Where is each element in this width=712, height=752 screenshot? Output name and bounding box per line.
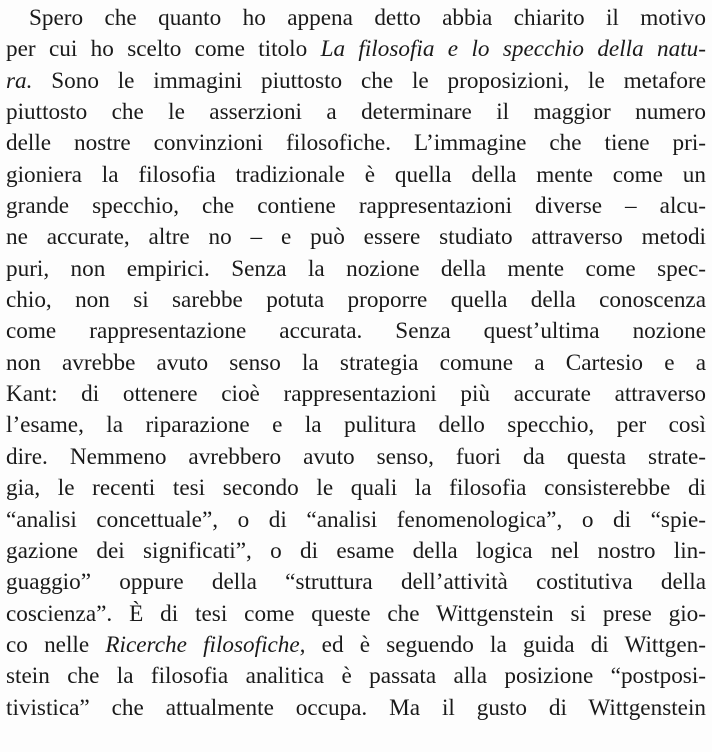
text-line: “analisi concettuale”, o di “analisi fenomenologica”, o di “spie- [6,506,706,533]
text-line: come rappresentazione accurata. Senza quest’ultima nozione [6,318,706,345]
text-line: piuttosto che le asserzioni a determinare il maggior numero [6,99,706,126]
text-line: Kant: di ottenere cioè rappresentazioni più accurate attraverso [6,381,706,408]
text-line: co nelle Ricerche filosofiche, ed è seguendo la guida di Wittgen- [6,631,706,658]
body-paragraph [6,3,706,724]
text-line: stein che la filosofia analitica è passata alla posizione “postposi- [6,663,706,690]
text-line: delle nostre convinzioni filosofiche. L’immagine che tiene pri- [6,130,706,157]
book-title-italic: La filosofia e lo specchio della natu- [320,36,706,63]
text-line: Spero che quanto ho appena detto abbia chiarito il motivo [29,5,706,31]
text-line: coscienza”. È di tesi come queste che Wittgenstein si prese gio- [6,600,706,627]
book-title-italic: Ricerche filosofiche, [105,631,306,658]
text-line: l’esame, la riparazione e la pulitura dello specchio, per così [6,412,706,439]
text-line: ra. Sono le immagini piuttosto che le proposizioni, le metafore [6,67,706,94]
text-line: gioniera la filosofia tradizionale è quella della mente come un [6,161,706,188]
text-line: non avrebbe avuto senso la strategia comune a Cartesio e a [6,349,706,376]
text-line: gazione dei significati”, o di esame della logica nel nostro lin- [6,537,706,564]
text-line: grande specchio, che contiene rappresentazioni diverse – alcu- [6,193,706,220]
book-title-italic: ra. [6,67,33,94]
text-line: guaggio” oppure della “struttura dell’attività costitutiva della [6,569,706,596]
text-line: gia, le recenti tesi secondo le quali la filosofia consisterebbe di [6,475,706,502]
text-line: ne accurate, altre no – e può essere studiato attraverso metodi [6,224,706,251]
text-line: tivistica” che attualmente occupa. Ma il gusto di Wittgenstein [6,694,706,721]
text-line: dire. Nemmeno avrebbero avuto senso, fuori da questa strate- [6,443,706,470]
text-line: per cui ho scelto come titolo La filosofia e lo specchio della natu- [6,36,706,63]
text-line: puri, non empirici. Senza la nozione della mente come spec- [6,255,706,282]
text-line: chio, non si sarebbe potuta proporre quella della conoscenza [6,287,706,314]
